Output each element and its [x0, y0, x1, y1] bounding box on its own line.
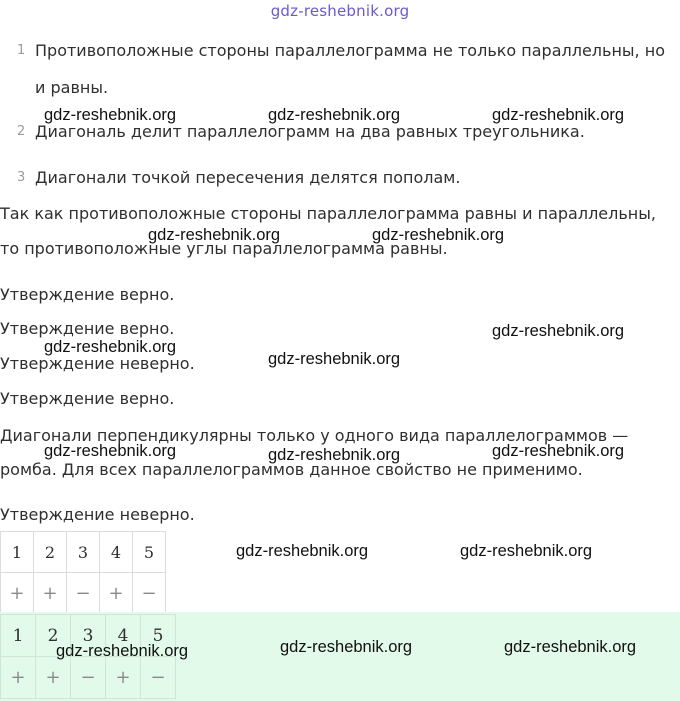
- table-cell: 4: [100, 532, 133, 573]
- list-item-text: Диагонали точкой пересечения делятся пополам.: [35, 168, 461, 187]
- watermark-text: gdz-reshebnik.org: [44, 338, 177, 356]
- table-cell: −: [133, 573, 166, 614]
- table-cell: 1: [1, 615, 36, 657]
- watermark-text: gdz-reshebnik.org: [268, 350, 401, 368]
- verdict-text: Утверждение верно.: [0, 285, 175, 304]
- table-row: [1, 657, 176, 699]
- table-cell: +: [1, 573, 34, 614]
- table-header-row: [1, 532, 166, 573]
- paragraph-text: то противоположные углы параллелограмма равны.: [0, 239, 448, 258]
- table-cell: 5: [141, 615, 176, 657]
- table-cell: −: [71, 657, 106, 699]
- table-cell: 1: [1, 532, 34, 573]
- table-cell: 2: [36, 615, 71, 657]
- watermark-text: gdz-reshebnik.org: [44, 106, 177, 124]
- watermark-text: gdz-reshebnik.org: [280, 638, 413, 656]
- watermark-text: gdz-reshebnik.org: [56, 642, 189, 660]
- watermark-text: gdz-reshebnik.org: [268, 106, 401, 124]
- verdict-text: Утверждение неверно.: [0, 505, 195, 524]
- table-cell: +: [106, 657, 141, 699]
- table-cell: +: [100, 573, 133, 614]
- table-cell: 3: [71, 615, 106, 657]
- paragraph-text: Так как противоположные стороны параллелограмма равны и параллельны,: [0, 204, 656, 223]
- watermark-text: gdz-reshebnik.org: [492, 322, 625, 340]
- watermark-text: gdz-reshebnik.org: [372, 226, 505, 244]
- table-cell: +: [34, 573, 67, 614]
- watermark-text: gdz-reshebnik.org: [460, 542, 593, 560]
- table-cell: +: [36, 657, 71, 699]
- list-number: 1: [17, 43, 26, 58]
- watermark-text: gdz-reshebnik.org: [268, 446, 401, 464]
- watermark-text: gdz-reshebnik.org: [148, 226, 281, 244]
- watermark-text: gdz-reshebnik.org: [236, 542, 369, 560]
- verdict-text: Утверждение верно.: [0, 389, 175, 408]
- list-number: 2: [17, 124, 26, 139]
- watermark-text: gdz-reshebnik.org: [504, 638, 637, 656]
- watermark-text: gdz-reshebnik.org: [44, 442, 177, 460]
- table-cell: 5: [133, 532, 166, 573]
- paragraph-text: ромба. Для всех параллелограммов данное свойство не применимо.: [0, 460, 583, 479]
- list-item-text: Диагональ делит параллелограмм на два равных треугольника.: [35, 122, 585, 141]
- answer-table: [0, 531, 166, 614]
- watermark-text: gdz-reshebnik.org: [492, 442, 625, 460]
- table-cell: 3: [67, 532, 100, 573]
- watermark-text: gdz-reshebnik.org: [492, 106, 625, 124]
- paragraph-text: Диагонали перпендикулярны только у одного вида параллелограммов —: [0, 426, 629, 445]
- list-item-text: Противоположные стороны параллелограмма не только параллельны, но: [35, 41, 665, 60]
- table-cell: −: [141, 657, 176, 699]
- table-row: [1, 573, 166, 614]
- table-cell: +: [1, 657, 36, 699]
- table-cell: −: [67, 573, 100, 614]
- table-cell: 4: [106, 615, 141, 657]
- list-number: 3: [17, 170, 26, 185]
- list-item-text: и равны.: [35, 78, 109, 97]
- verdict-text: Утверждение верно.: [0, 319, 175, 338]
- table-cell: 2: [34, 532, 67, 573]
- verdict-text: Утверждение неверно.: [0, 354, 195, 373]
- site-header-link[interactable]: gdz-reshebnik.org: [270, 2, 410, 20]
